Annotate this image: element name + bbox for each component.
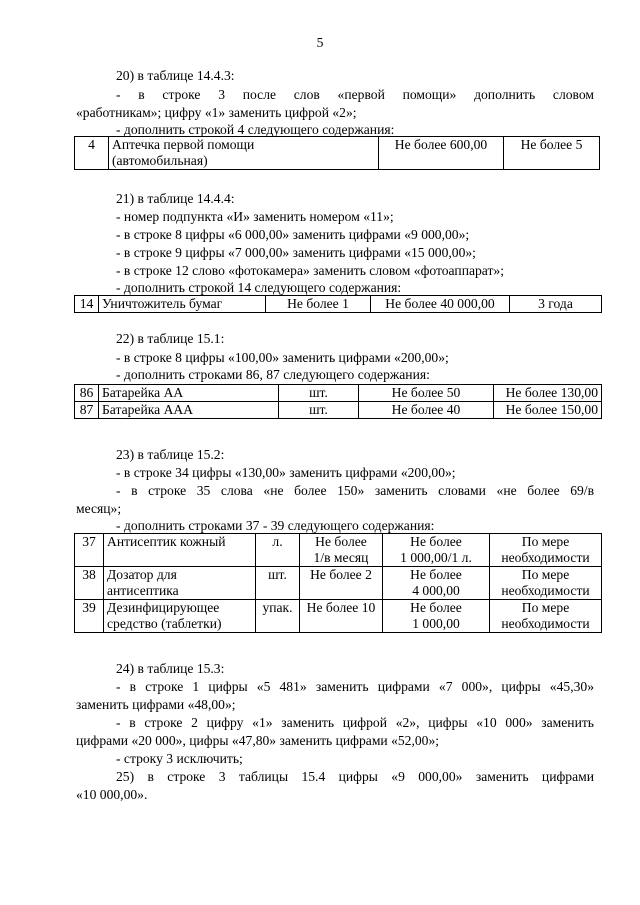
item-name: Батарейка ААА: [99, 402, 279, 419]
table-14-4-3-addition: [74, 136, 600, 170]
row-number: 86: [75, 385, 99, 402]
qty-cell: Не более 10: [300, 600, 383, 633]
term-cell: По мере необходимости: [490, 567, 602, 600]
section-23-line-2: - в строке 35 слова «не более 150» заменить словами «не более 69/в: [116, 483, 594, 498]
qty-cell: Не более 5: [504, 137, 600, 170]
table-15-1-addition: [74, 384, 602, 419]
qty-cell: Не более 50: [359, 385, 494, 402]
row-number: 14: [75, 296, 99, 313]
price-cell: Не более 1 000,00: [383, 600, 490, 633]
row-number: 39: [75, 600, 104, 633]
section-24-line-4: цифрами «20 000», цифры «47,80» заменить цифрами «52,00»;: [76, 733, 440, 748]
term-cell: 3 года: [510, 296, 602, 313]
table-row: [75, 402, 602, 419]
section-21-line-1: - номер подпункта «И» заменить номером «11»;: [116, 209, 394, 224]
section-20-line-3: - дополнить строкой 4 следующего содержания:: [116, 122, 395, 137]
section-22-line-1: - в строке 8 цифры «100,00» заменить цифрами «200,00»;: [116, 350, 449, 365]
table-row: [75, 137, 600, 170]
unit-cell: упак.: [256, 600, 300, 633]
term-cell: По мере необходимости: [490, 534, 602, 567]
price-cell: Не более 4 000,00: [383, 567, 490, 600]
table-row: [75, 567, 602, 600]
row-number: 38: [75, 567, 104, 600]
unit-cell: шт.: [256, 567, 300, 600]
section-24-line-1: - в строке 1 цифры «5 481» заменить цифрами «7 000», цифры «45,30»: [116, 679, 594, 694]
price-cell: Не более 130,00: [494, 385, 602, 402]
section-22-heading: 22) в таблице 15.1:: [116, 331, 225, 346]
unit-cell: л.: [256, 534, 300, 567]
section-23-line-1: - в строке 34 цифры «130,00» заменить цифрами «200,00»;: [116, 465, 456, 480]
table-row: [75, 296, 602, 313]
section-20-line-1: - в строке 3 после слов «первой помощи» дополнить словом: [116, 87, 594, 102]
section-22-line-2: - дополнить строками 86, 87 следующего содержания:: [116, 367, 430, 382]
table-row: [75, 385, 602, 402]
table-15-2-addition: [74, 533, 602, 633]
section-23-heading: 23) в таблице 15.2:: [116, 447, 225, 462]
section-25-line-2: «10 000,00».: [76, 787, 148, 802]
section-20-line-2: «работникам»; цифру «1» заменить цифрой «2»;: [76, 105, 357, 120]
item-name: Уничтожитель бумаг: [99, 296, 266, 313]
section-24-line-3: - в строке 2 цифру «1» заменить цифрой «2», цифры «10 000» заменить: [116, 715, 594, 730]
table-row: [75, 534, 602, 567]
section-23-line-3: месяц»;: [76, 501, 122, 516]
unit-cell: шт.: [279, 402, 359, 419]
price-cell: Не более 40 000,00: [371, 296, 510, 313]
item-name: Аптечка первой помощи (автомобильная): [109, 137, 379, 170]
section-24-line-5: - строку 3 исключить;: [116, 751, 243, 766]
qty-cell: Не более 40: [359, 402, 494, 419]
section-21-line-3: - в строке 9 цифры «7 000,00» заменить цифрами «15 000,00»;: [116, 245, 476, 260]
section-21-line-5: - дополнить строкой 14 следующего содержания:: [116, 280, 402, 295]
section-21-line-4: - в строке 12 слово «фотокамера» заменить словом «фотоаппарат»;: [116, 263, 504, 278]
section-21-heading: 21) в таблице 14.4.4:: [116, 191, 235, 206]
page-number: 5: [316, 35, 324, 50]
qty-cell: Не более 2: [300, 567, 383, 600]
price-cell: Не более 600,00: [379, 137, 504, 170]
section-21-line-2: - в строке 8 цифры «6 000,00» заменить цифрами «9 000,00»;: [116, 227, 470, 242]
qty-cell: Не более 1: [266, 296, 371, 313]
section-24-heading: 24) в таблице 15.3:: [116, 661, 225, 676]
table-14-4-4-addition: [74, 295, 602, 313]
section-25-line-1: 25) в строке 3 таблицы 15.4 цифры «9 000,00» заменить цифрами: [116, 769, 594, 784]
price-cell: Не более 150,00: [494, 402, 602, 419]
price-cell: Не более 1 000,00/1 л.: [383, 534, 490, 567]
item-name: Антисептик кожный: [104, 534, 256, 567]
item-name: Батарейка АА: [99, 385, 279, 402]
section-23-line-4: - дополнить строками 37 - 39 следующего содержания:: [116, 518, 435, 533]
unit-cell: шт.: [279, 385, 359, 402]
term-cell: По мере необходимости: [490, 600, 602, 633]
row-number: 4: [75, 137, 109, 170]
item-name: Дезинфицирующее средство (таблетки): [104, 600, 256, 633]
qty-cell: Не более 1/в месяц: [300, 534, 383, 567]
section-24-line-2: заменить цифрами «48,00»;: [76, 697, 236, 712]
row-number: 87: [75, 402, 99, 419]
item-name: Дозатор для антисептика: [104, 567, 256, 600]
section-20-heading: 20) в таблице 14.4.3:: [116, 68, 235, 83]
table-row: [75, 600, 602, 633]
row-number: 37: [75, 534, 104, 567]
